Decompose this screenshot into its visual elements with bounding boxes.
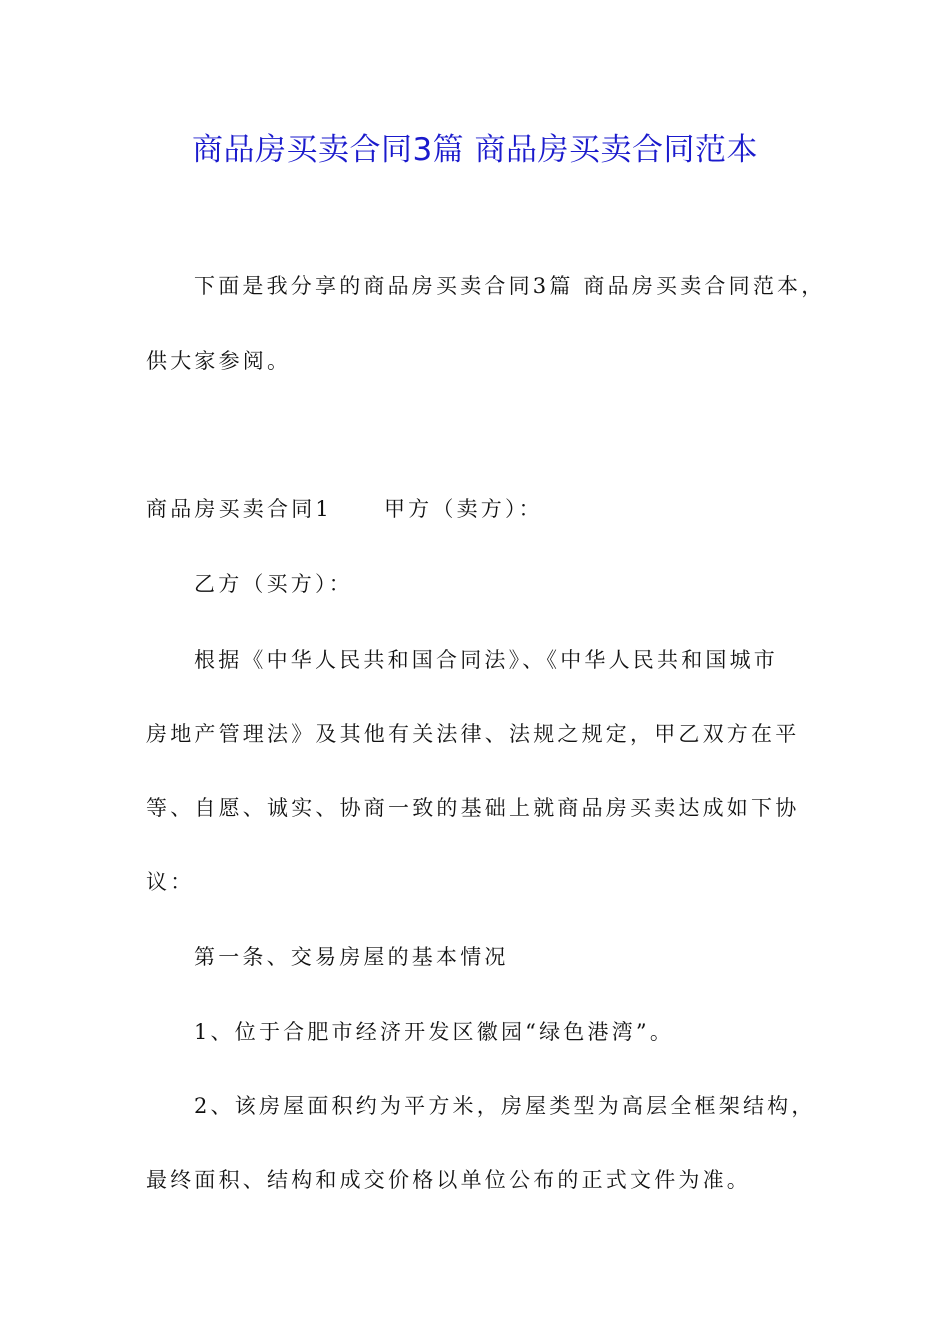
party-a-label: 甲方（卖方）： xyxy=(383,497,543,521)
intro-line-1: 下面是我分享的商品房买卖合同3篇 商品房买卖合同范本， xyxy=(194,274,826,298)
preamble-line-2: 房地产管理法》及其他有关法律、法规之规定，甲乙双方在平 xyxy=(146,722,800,746)
article-1-item-2-line-2: 最终面积、结构和成交价格以单位公布的正式文件为准。 xyxy=(146,1168,751,1192)
article-1-item-1: 1、位于合肥市经济开发区徽园“绿色港湾”。 xyxy=(194,1020,675,1044)
contract-heading: 商品房买卖合同1 xyxy=(146,497,332,521)
preamble-line-4: 议： xyxy=(146,870,195,894)
document-title: 商品房买卖合同3篇 商品房买卖合同范本 xyxy=(191,132,759,168)
contract-heading-row xyxy=(146,491,543,527)
preamble-line-1: 根据《中华人民共和国合同法》、《中华人民共和国城市 xyxy=(194,648,778,672)
intro-line-2: 供大家参阅。 xyxy=(146,349,292,373)
article-1-heading: 第一条、交易房屋的基本情况 xyxy=(194,945,509,969)
article-1-item-2-line-1: 2、该房屋面积约为平方米，房屋类型为高层全框架结构， xyxy=(194,1094,816,1118)
preamble-line-3: 等、自愿、诚实、协商一致的基础上就商品房买卖达成如下协 xyxy=(146,796,800,820)
party-b-label: 乙方（买方）： xyxy=(194,572,353,596)
